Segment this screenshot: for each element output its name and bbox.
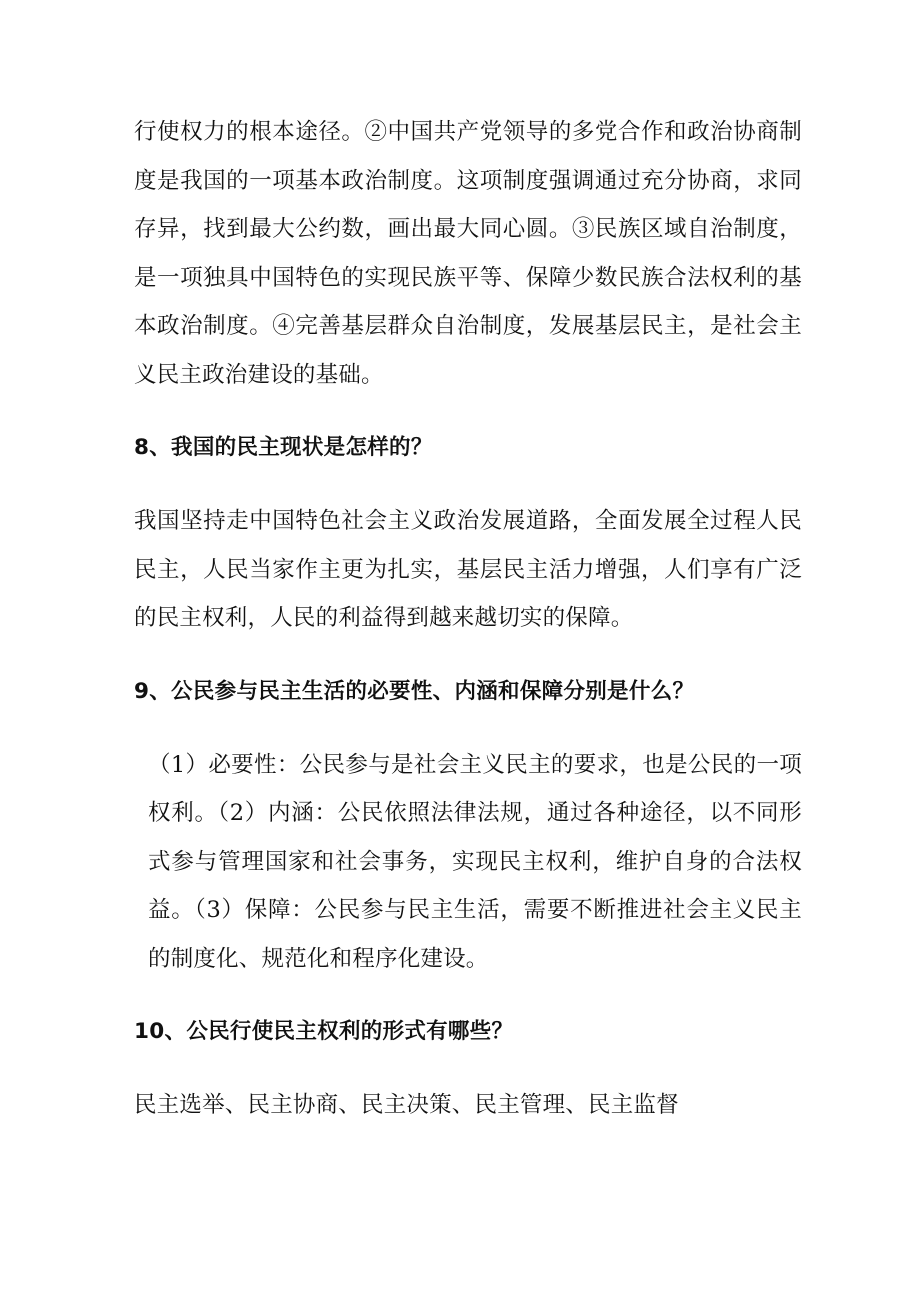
spacer xyxy=(134,983,802,1017)
question-9-heading: 9、公民参与民主生活的必要性、内涵和保障分别是什么？ xyxy=(134,678,695,704)
spacer xyxy=(134,399,802,433)
spacer xyxy=(134,643,802,677)
question-9-answer: （1）必要性：公民参与是社会主义民主的要求，也是公民的一项权利。（2）内涵：公民依照法律法规，通过各种途径，以不同形式参与管理国家和社会事务，实现民主权利，维护自身的合法权益。（3）保障：公民参与民主生活，需要不断推进社会主义民主的制度化、规范化和程序化建设。 xyxy=(148,751,802,972)
question-10-answer: 民主选举、民主协商、民主决策、民主管理、民主监督 xyxy=(134,1092,679,1118)
spacer xyxy=(134,463,802,497)
spacer xyxy=(134,707,802,741)
question-8-answer: 我国坚持走中国特色社会主义政治发展道路，全面发展全过程人民民主，人民当家作主更为扎实，基层民主活力增强，人们享有广泛的民主权利，人民的利益得到越来越切实的保障。 xyxy=(134,508,802,631)
spacer xyxy=(134,1047,802,1081)
question-10-heading: 10、公民行使民主权利的形式有哪些？ xyxy=(134,1019,514,1044)
section-7-continuation-paragraph: 行使权力的根本途径。②中国共产党领导的多党合作和政治协商制度是我国的一项基本政治制度。这项制度强调通过充分协商，求同存异，找到最大公约数，画出最大同心圆。③民族区域自治制度，是一项独具中国特色的实现民族平等、保障少数民族合法权利的基本政治制度。④完善基层群众自治制度，发展基层民主，是社会主义民主政治建设的基础。 xyxy=(134,119,802,388)
question-8-heading: 8、我国的民主现状是怎样的？ xyxy=(134,435,433,460)
